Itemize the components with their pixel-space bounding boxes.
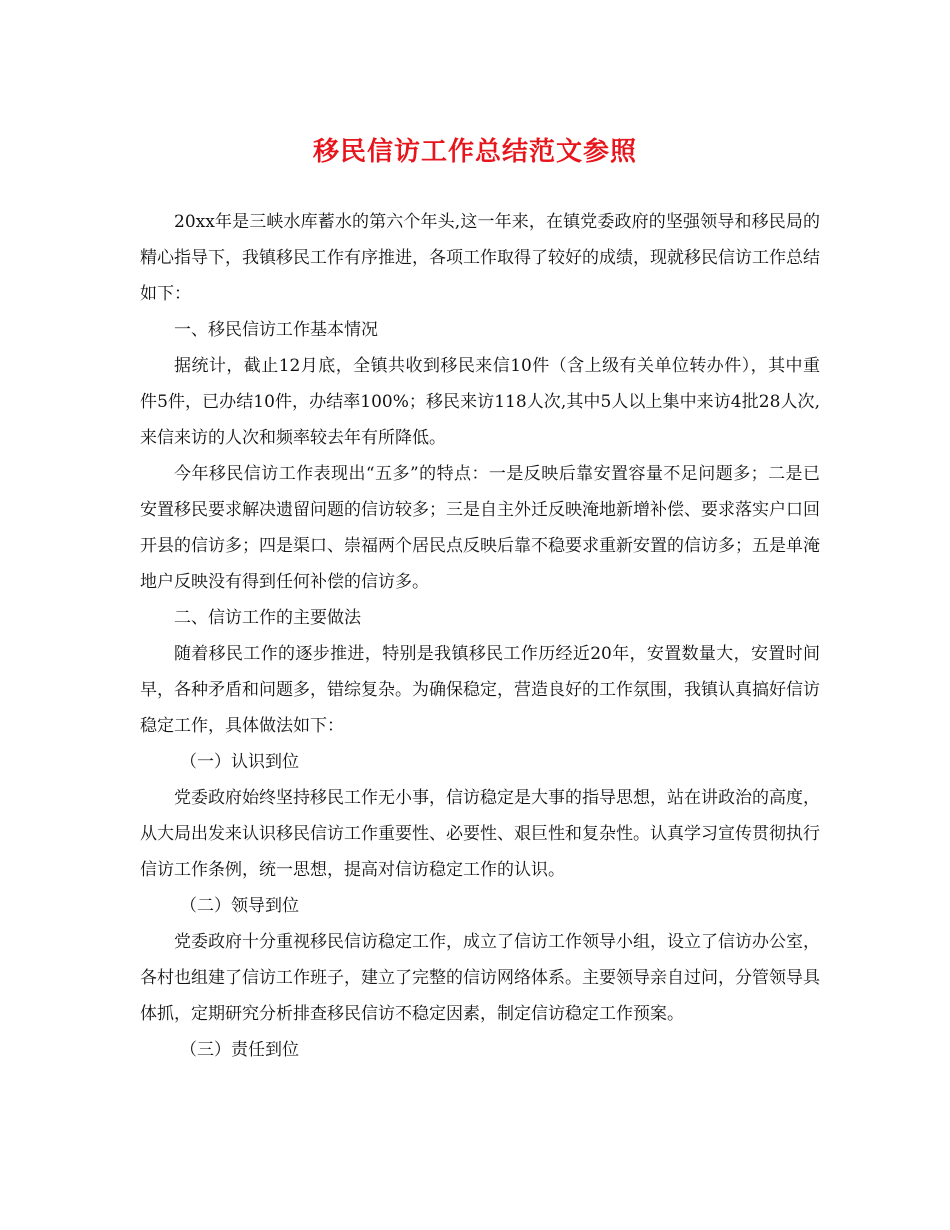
characteristics-paragraph: 今年移民信访工作表现出“五多”的特点：一是反映后靠安置容量不足问题多；二是已安置移民要求解决遗留问题的信访较多；三是自主外迁反映淹地新增补偿、要求落实户口回开县的信访多；四是渠口、崇福两个居民点反映后靠不稳要求重新安置的信访多；五是单淹地户反映没有得到任何补偿的信访多。 <box>140 464 820 592</box>
document-title: 移民信访工作总结范文参照 <box>312 137 637 167</box>
subheading-1: （一）认识到位 <box>180 752 299 772</box>
section-heading-1: 一、移民信访工作基本情况 <box>174 320 378 340</box>
section-heading-2: 二、信访工作的主要做法 <box>174 608 361 628</box>
statistics-paragraph: 据统计，截止12月底，全镇共收到移民来信10件（含上级有关单位转办件），其中重件5件，已办结10件，办结率100%；移民来访118人次,其中5人以上集中来访4批28人次,来信来访的人次和频率较去年有所降低。 <box>140 356 820 448</box>
subheading-2: （二）领导到位 <box>180 896 299 916</box>
practices-intro-paragraph: 随着移民工作的逐步推进，特别是我镇移民工作历经近20年，安置数量大，安置时间早，各种矛盾和问题多，错综复杂。为确保稳定，营造良好的工作氛围，我镇认真搞好信访稳定工作，具体做法如下： <box>140 644 820 736</box>
document-body <box>140 204 820 1068</box>
intro-paragraph: 20xx年是三峡水库蓄水的第六个年头,这一年来，在镇党委政府的坚强领导和移民局的精心指导下，我镇移民工作有序推进，各项工作取得了较好的成绩，现就移民信访工作总结如下： <box>140 212 820 304</box>
leadership-paragraph: 党委政府十分重视移民信访稳定工作，成立了信访工作领导小组，设立了信访办公室，各村也组建了信访工作班子，建立了完整的信访网络体系。主要领导亲自过问，分管领导具体抓，定期研究分析排查移民信访不稳定因素，制定信访稳定工作预案。 <box>140 932 820 1024</box>
subheading-3: （三）责任到位 <box>180 1040 299 1060</box>
awareness-paragraph: 党委政府始终坚持移民工作无小事，信访稳定是大事的指导思想，站在讲政治的高度，从大局出发来认识移民信访工作重要性、必要性、艰巨性和复杂性。认真学习宣传贯彻执行信访工作条例，统一思想，提高对信访稳定工作的认识。 <box>140 788 820 880</box>
